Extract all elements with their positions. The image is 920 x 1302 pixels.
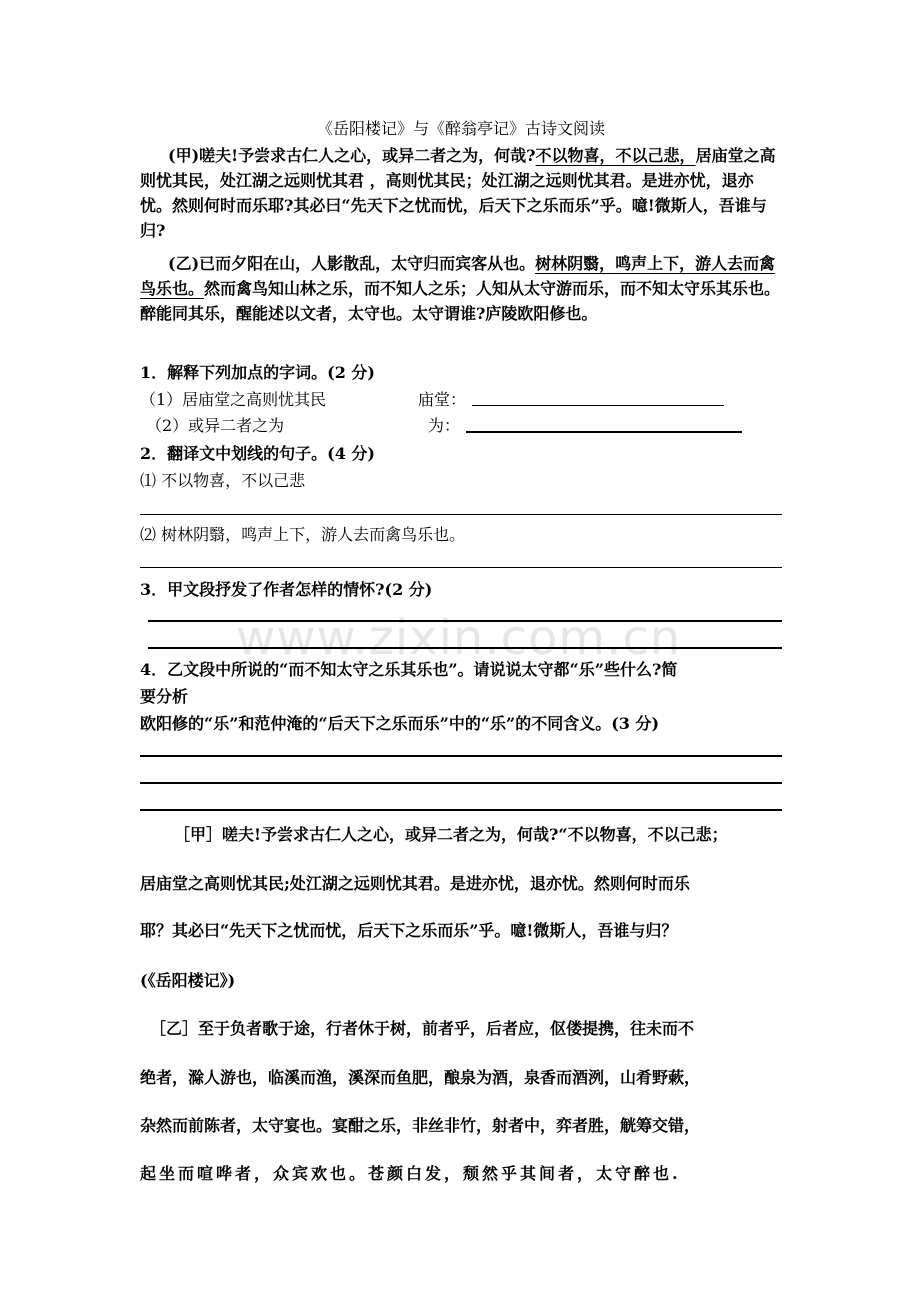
- second-b-line-2: 绝者，滁人游也，临溪而渔，溪深而鱼肥，酿泉为酒，泉香而酒洌，山肴野蔌，: [140, 1068, 701, 1087]
- second-a-line-1: ［甲］嗟夫!予尝求古仁人之心，或异二者之为，何哉?“不以物喜，不以己悲；: [174, 825, 728, 844]
- watermark: www.zixin.com.cn: [236, 610, 682, 666]
- answer-line-3-1[interactable]: [148, 620, 782, 622]
- question-1-heading: 1．解释下列加点的字词。(2 分): [140, 363, 375, 382]
- second-b-line-3: 杂然而前陈者，太守宴也。宴酣之乐，非丝非竹，射者中，弈者胜，觥筹交错，: [140, 1116, 701, 1135]
- answer-line-3-2[interactable]: [148, 647, 782, 649]
- passage-b-lead: (乙)已而夕阳在山，人影散乱，太守归而宾客从也。: [168, 254, 536, 273]
- answer-line-1-1[interactable]: [472, 405, 724, 406]
- answer-line-4-2[interactable]: [140, 782, 782, 784]
- question-4-line-2: 要分析: [140, 687, 189, 706]
- question-4-line-1: 4．乙文段中所说的“而不知太守之乐其乐也”。请说说太守都“乐”些什么?简: [140, 660, 678, 679]
- question-2-item-2: ⑵ 树林阴翳，鸣声上下，游人去而禽鸟乐也。: [140, 525, 466, 544]
- passage-a: [140, 143, 782, 243]
- second-b-line-4: 起坐而喧哗者，众宾欢也。苍颜白发，颓然乎其间者，太守醉也.: [140, 1164, 681, 1183]
- question-2-item-1: ⑴ 不以物喜，不以己悲: [140, 471, 306, 490]
- passage-b: [140, 251, 782, 326]
- question-1-item-1-label: 庙堂：: [418, 390, 467, 409]
- question-4-line-3: 欧阳修的“乐”和范仲淹的“后天下之乐而乐”中的“乐”的不同含义。(3 分): [140, 714, 660, 733]
- second-a-source: (《岳阳楼记》): [140, 971, 236, 990]
- page-title: 《岳阳楼记》与《醉翁亭记》古诗文阅读: [316, 119, 605, 138]
- second-b-line-1: ［乙］至于负者歌于途，行者休于树，前者乎，后者应，伛偻提携，往未而不: [150, 1019, 695, 1038]
- answer-line-4-3[interactable]: [140, 809, 782, 811]
- second-a-line-3: 耶？其必曰“先天下之忧而忧，后天下之乐而乐”乎。噫!微斯人，吾谁与归？: [140, 921, 678, 940]
- answer-line-4-1[interactable]: [140, 755, 782, 757]
- question-3-heading: 3．甲文段抒发了作者怎样的情怀?(2 分): [140, 580, 433, 599]
- answer-line-2-1[interactable]: [140, 514, 782, 515]
- question-1-item-2: （2）或异二者之为: [146, 416, 285, 435]
- answer-line-2-2[interactable]: [140, 567, 782, 568]
- answer-line-1-2[interactable]: [466, 431, 742, 433]
- second-a-line-2: 居庙堂之高则忧其民;处江湖之远则忧其君。是进亦忧，退亦忧。然则何时而乐: [140, 874, 690, 893]
- passage-b-underlined: 树林阴翳，鸣声上下，游人去而禽鸟乐也。: [140, 254, 776, 298]
- passage-b-rest: 然而禽鸟知山林之乐，而不知人之乐；人知从太守游而乐，而不知太守乐其乐也。醉能同其乐，醒能述以文者，太守也。太守谓谁?庐陵欧阳修也。: [140, 279, 781, 323]
- passage-a-underlined: 不以物喜，不以己悲，: [535, 146, 696, 165]
- passage-a-lead: (甲)嗟夫!予尝求古仁人之心，或异二者之为，何哉?: [168, 146, 536, 165]
- question-2-heading: 2．翻译文中划线的句子。(4 分): [140, 444, 375, 463]
- question-1-item-1: （1）居庙堂之高则忧其民: [140, 390, 327, 409]
- passage-a-rest: 居庙堂之高则忧其民，处江湖之远则忧其君 ，高则忧其民；处江湖之远则忧其君。是进亦忧，退亦忧。然则何时而乐耶?其必曰“先天下之忧而忧，后天下之乐而乐”乎。噫!微斯人，吾谁与归?: [140, 146, 776, 240]
- question-1-item-2-label: 为：: [428, 416, 461, 435]
